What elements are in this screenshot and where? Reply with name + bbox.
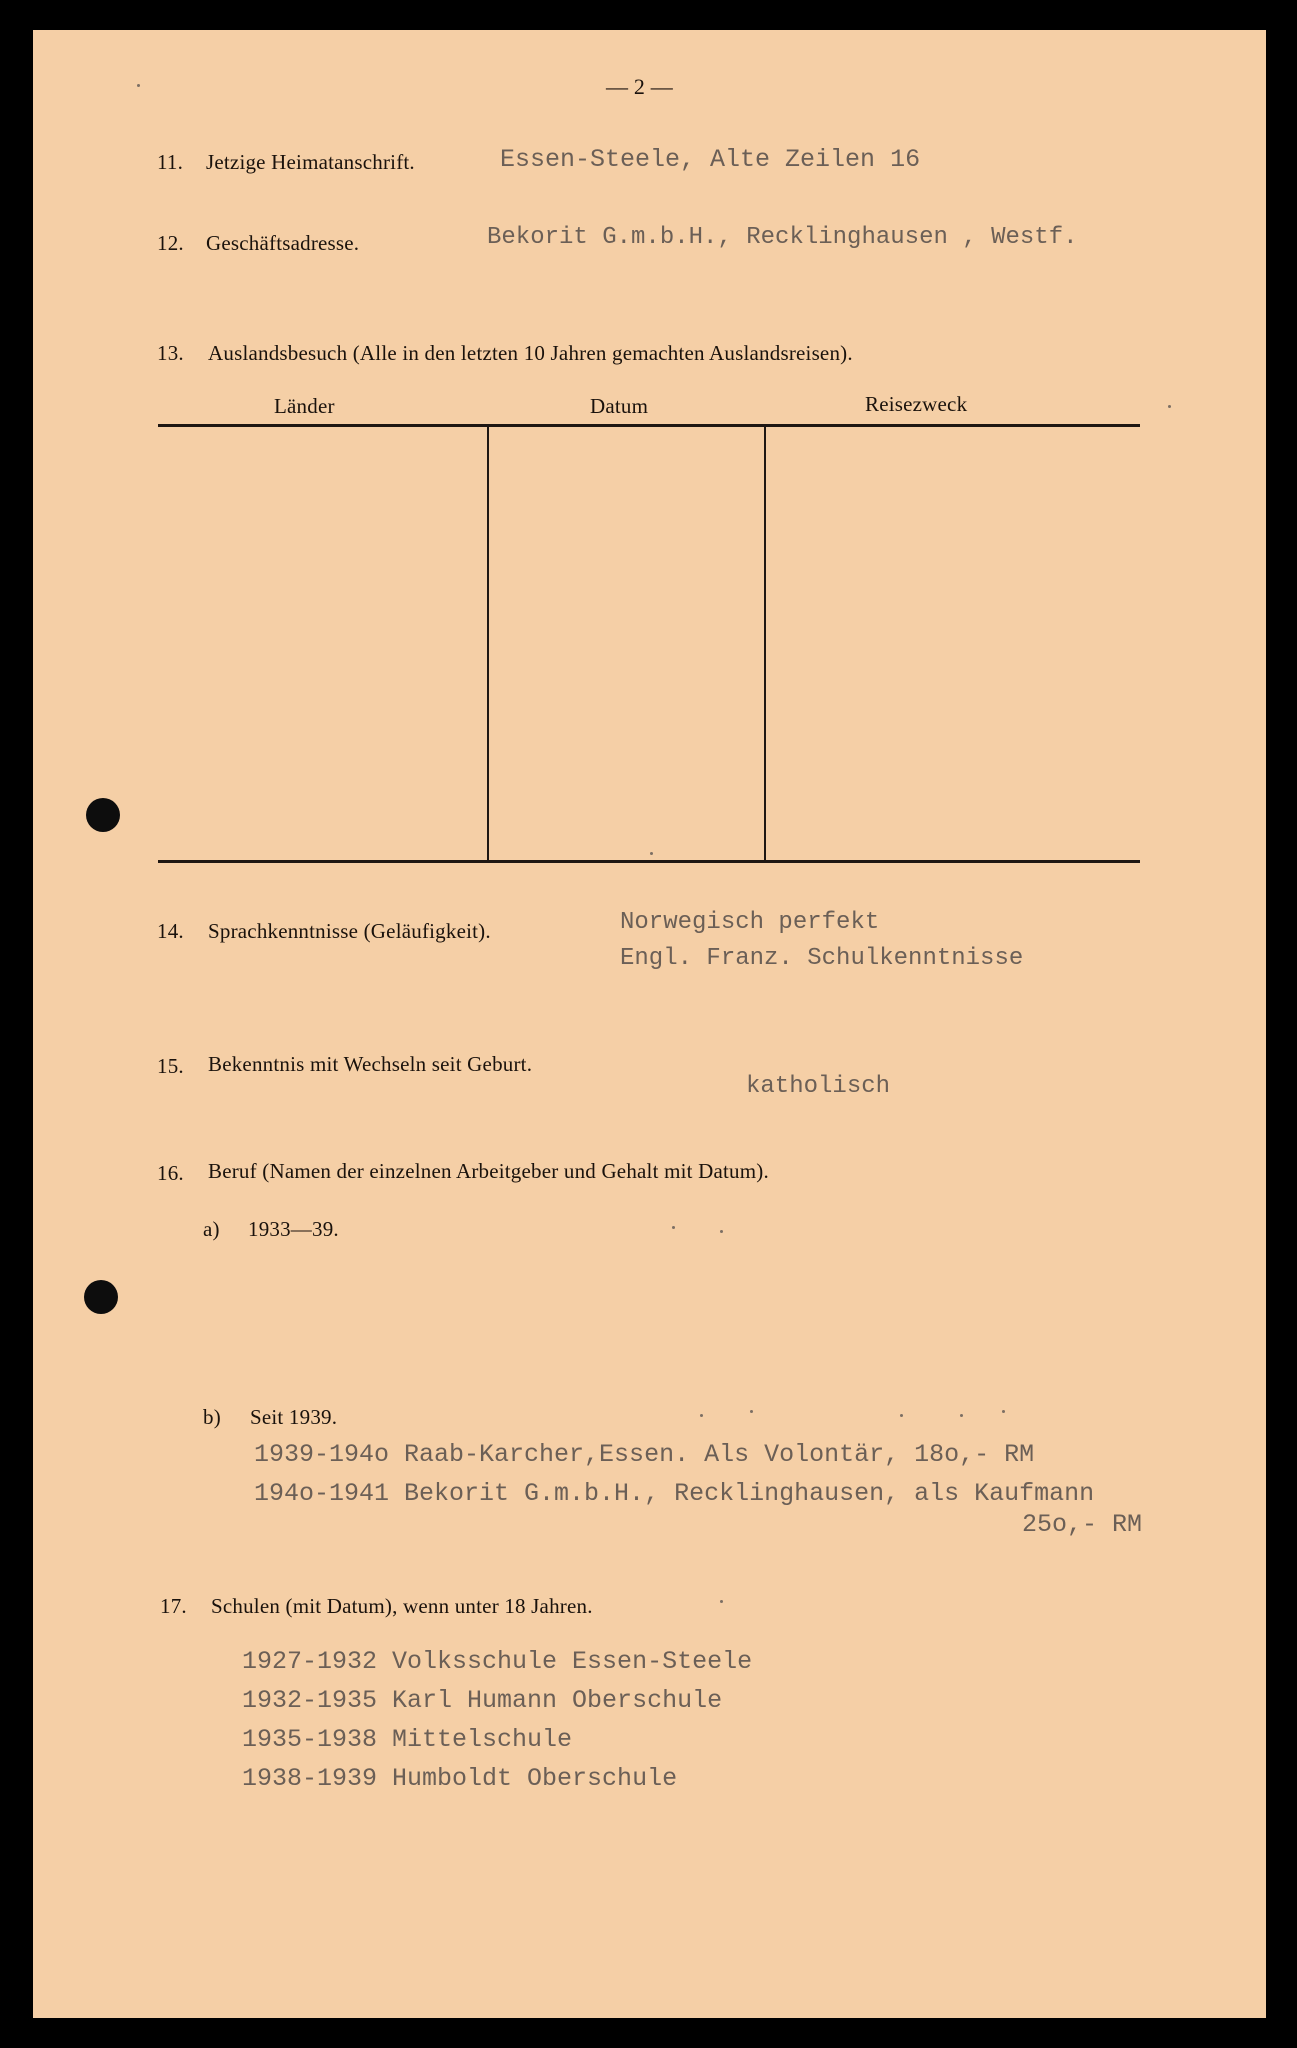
paper-speck [650, 852, 653, 855]
q12-answer: Bekorit G.m.b.H., Recklinghausen , Westf. [487, 224, 1078, 251]
q14-answer-2: Engl. Franz. Schulkenntnisse [620, 945, 1024, 972]
q17-label: Schulen (mit Datum), wenn unter 18 Jahren. [211, 1594, 593, 1618]
school-entry-3: 1935-1938 Mittelschule [242, 1725, 573, 1754]
q12-number: 12. [157, 231, 184, 255]
paper-speck [137, 84, 140, 87]
travel-table-divider-2 [764, 426, 766, 861]
paper-speck [720, 1600, 723, 1603]
travel-table-bottom-rule [158, 860, 1140, 863]
q13-label: Auslandsbesuch (Alle in den letzten 10 Jahren gemachten Auslandsreisen). [208, 341, 853, 365]
q16-label: Beruf (Namen der einzelnen Arbeitgeber und Gehalt mit Datum). [208, 1159, 769, 1183]
q16b-entry-2: 194o-1941 Bekorit G.m.b.H., Recklinghausen, als Kaufmann [254, 1479, 1095, 1508]
q11-number: 11. [157, 150, 184, 174]
school-entry-2: 1932-1935 Karl Humann Oberschule [242, 1686, 723, 1715]
paper-speck [960, 1414, 963, 1417]
paper-speck [1168, 405, 1171, 408]
q16a-period: 1933—39. [248, 1217, 339, 1241]
paper-speck [900, 1414, 903, 1417]
travel-col-datum: Datum [590, 394, 649, 418]
paper-speck [700, 1414, 703, 1417]
q16a-label: a) [203, 1217, 220, 1241]
page-number: — 2 — [606, 74, 673, 99]
q15-number: 15. [157, 1054, 184, 1078]
paper-speck [750, 1410, 753, 1413]
paper-speck [672, 1226, 675, 1229]
travel-table-top-rule [158, 424, 1140, 427]
q16b-period: Seit 1939. [250, 1405, 338, 1429]
q11-answer: Essen-Steele, Alte Zeilen 16 [500, 145, 921, 174]
q14-label: Sprachkenntnisse (Geläufigkeit). [208, 919, 491, 943]
q16b-entry-1: 1939-194o Raab-Karcher,Essen. Als Volontär, 18o,- RM [254, 1440, 1035, 1469]
q11-label: Jetzige Heimatanschrift. [206, 150, 415, 174]
punch-hole-lower [84, 1280, 118, 1314]
q16b-label: b) [203, 1405, 221, 1429]
paper-speck [720, 1230, 723, 1233]
q14-number: 14. [157, 919, 184, 943]
school-entry-4: 1938-1939 Humboldt Oberschule [242, 1764, 678, 1793]
travel-col-laender: Länder [274, 394, 335, 418]
q15-answer: katholisch [746, 1073, 891, 1100]
q13-number: 13. [157, 341, 184, 365]
punch-hole-upper [86, 798, 120, 832]
form-page [33, 30, 1266, 2018]
travel-table-divider-1 [487, 426, 489, 861]
q12-label: Geschäftsadresse. [206, 231, 360, 255]
q17-number: 17. [160, 1594, 187, 1618]
q15-label: Bekenntnis mit Wechseln seit Geburt. [208, 1052, 533, 1076]
q16-number: 16. [157, 1161, 184, 1185]
paper-speck [1002, 1410, 1005, 1413]
q14-answer-1: Norwegisch perfekt [620, 909, 880, 936]
travel-col-reisezweck: Reisezweck [865, 392, 968, 416]
school-entry-1: 1927-1932 Volksschule Essen-Steele [242, 1647, 753, 1676]
q16b-salary: 25o,- RM [1022, 1510, 1143, 1539]
